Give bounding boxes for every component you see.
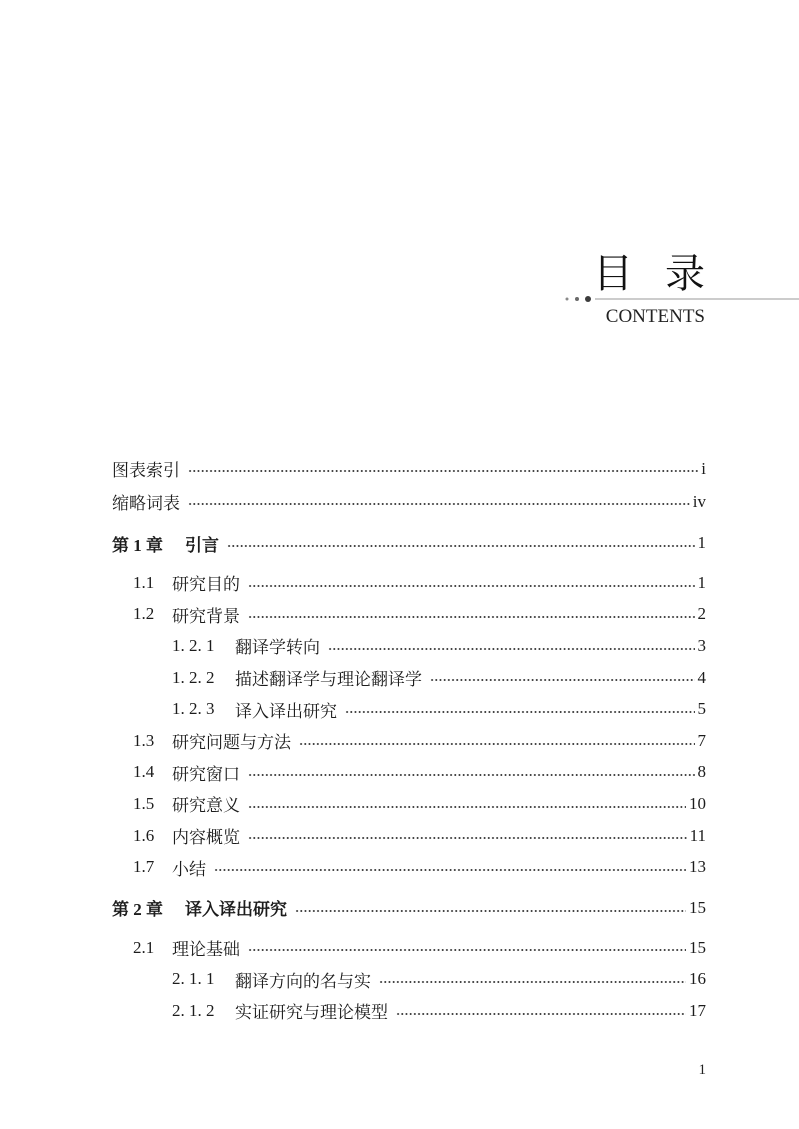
toc-entry-label: 研究意义 xyxy=(172,796,240,816)
table-of-contents xyxy=(112,452,706,1027)
toc-entry-page: 16 xyxy=(689,969,706,989)
toc-entry-label: 研究背景 xyxy=(172,606,240,626)
dot-leader xyxy=(328,630,695,662)
toc-entry-label: 翻译方向的名与实 xyxy=(235,971,371,991)
toc-front-list-of-figures xyxy=(112,452,706,485)
toc-entry-page: 15 xyxy=(689,937,706,957)
toc-section-1-4 xyxy=(112,757,706,789)
toc-entry-page: 17 xyxy=(689,1000,706,1020)
toc-entry-label: 研究问题与方法 xyxy=(172,733,291,753)
dot-leader xyxy=(295,892,686,924)
toc-section-1-6 xyxy=(112,820,706,852)
toc-entry-label: 研究窗口 xyxy=(172,764,240,784)
toc-entry-label: 翻译学转向 xyxy=(235,638,320,658)
toc-entry-label: 图表索引 xyxy=(112,461,180,480)
toc-entry-label: 内容概览 xyxy=(172,828,240,848)
toc-chapter-1 xyxy=(112,527,706,559)
toc-entry-page: 3 xyxy=(697,635,706,655)
toc-entry-page: 10 xyxy=(689,793,706,813)
toc-entry-page: 11 xyxy=(689,825,706,845)
ornament-dot xyxy=(585,296,591,302)
toc-entry-label: 理论基础 xyxy=(172,940,240,960)
toc-entry-label: 小结 xyxy=(172,859,206,879)
toc-subsection-1-2-1 xyxy=(112,630,706,662)
toc-section-number: 1.5 xyxy=(133,793,155,813)
toc-entry-page: i xyxy=(701,458,706,478)
toc-subsection-number: 2. 1. 2 xyxy=(172,1000,215,1020)
toc-entry-label: 译入译出研究 xyxy=(235,701,337,721)
dot-leader xyxy=(379,964,686,996)
toc-entry-page: 2 xyxy=(697,604,706,624)
dot-leader xyxy=(430,662,695,694)
toc-subsection-number: 2. 1. 1 xyxy=(172,969,215,989)
toc-entry-label: 实证研究与理论模型 xyxy=(235,1003,388,1023)
toc-entry-label: 缩略词表 xyxy=(112,494,180,513)
toc-subsection-number: 1. 2. 1 xyxy=(172,635,215,655)
toc-subsection-1-2-3 xyxy=(112,693,706,725)
dot-leader xyxy=(188,452,698,485)
ornament-dot xyxy=(575,297,579,301)
toc-entry-label: 研究目的 xyxy=(172,575,240,595)
toc-subsection-number: 1. 2. 2 xyxy=(172,667,215,687)
toc-section-2-1 xyxy=(112,932,706,964)
toc-front-abbreviations xyxy=(112,485,706,518)
ornament-dot xyxy=(566,298,569,301)
toc-section-number: 1.4 xyxy=(133,762,155,782)
dot-leader xyxy=(248,820,687,852)
dot-leader xyxy=(248,932,686,964)
dot-leader xyxy=(188,485,690,518)
toc-subsection-2-1-2 xyxy=(112,995,706,1027)
toc-subsection-2-1-1 xyxy=(112,964,706,996)
toc-entry-page: 1 xyxy=(697,533,706,552)
toc-section-number: 1.3 xyxy=(133,730,155,750)
toc-entry-page: 13 xyxy=(689,857,706,877)
dot-leader xyxy=(396,995,686,1027)
toc-section-1-2 xyxy=(112,599,706,631)
dot-leader xyxy=(248,757,695,789)
toc-entry-page: 4 xyxy=(697,667,706,687)
toc-section-number: 1.2 xyxy=(133,604,155,624)
toc-entry-page: 15 xyxy=(689,897,706,917)
toc-section-1-5 xyxy=(112,788,706,820)
toc-entry-page: 8 xyxy=(697,762,706,782)
toc-entry-page: iv xyxy=(692,491,706,511)
toc-entry-label: 描述翻译学与理论翻译学 xyxy=(235,670,422,690)
toc-entry-label: 译入译出研究 xyxy=(185,900,287,920)
toc-section-number: 1.1 xyxy=(133,572,155,592)
toc-chapter-2 xyxy=(112,892,706,924)
toc-entry-page: 7 xyxy=(697,730,706,750)
toc-section-number: 2.1 xyxy=(133,937,155,957)
toc-entry-page: 1 xyxy=(697,572,706,592)
title-rule-ornament xyxy=(560,293,799,305)
dot-leader xyxy=(248,567,695,599)
toc-section-1-7 xyxy=(112,851,706,883)
toc-title: 目 录 xyxy=(593,251,705,296)
dot-leader xyxy=(299,725,695,757)
toc-section-1-3 xyxy=(112,725,706,757)
toc-section-number: 1.6 xyxy=(133,825,155,845)
dot-leader xyxy=(248,599,695,631)
dot-leader xyxy=(248,788,686,820)
toc-entry-page: 5 xyxy=(697,699,706,719)
toc-subsection-1-2-2 xyxy=(112,662,706,694)
toc-section-1-1 xyxy=(112,567,706,599)
dot-leader xyxy=(214,851,686,883)
toc-section-number: 1.7 xyxy=(133,857,155,877)
toc-chapter-number: 第 1 章 xyxy=(112,535,163,555)
toc-chapter-number: 第 2 章 xyxy=(112,900,163,920)
toc-subtitle: CONTENTS xyxy=(605,306,705,327)
toc-entry-label: 引言 xyxy=(185,535,219,555)
dot-leader xyxy=(345,693,695,725)
dot-leader xyxy=(227,527,695,559)
page-number: 1 xyxy=(698,1062,706,1078)
toc-subsection-number: 1. 2. 3 xyxy=(172,699,215,719)
